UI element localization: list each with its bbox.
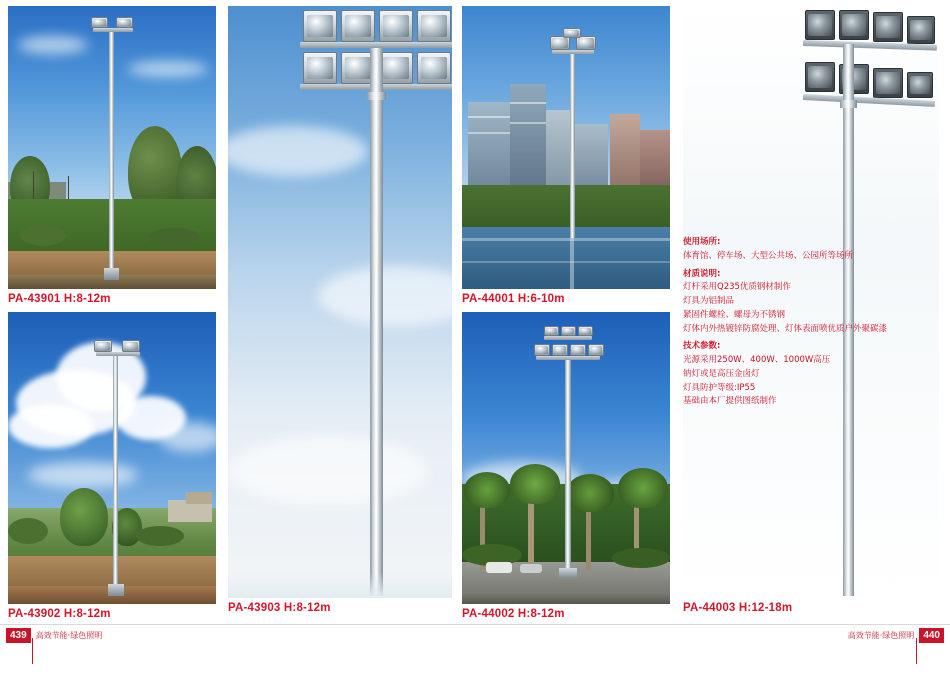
lamp-crossarm xyxy=(96,352,140,356)
lamp-head xyxy=(839,10,869,40)
lamp-pole-collar xyxy=(367,92,386,100)
product-photo-1 xyxy=(8,6,216,289)
footer-slogan-left: 高效节能·绿色照明 xyxy=(35,631,103,640)
lamp-head xyxy=(578,326,593,336)
tech-line-2: 钠灯或是高压金卤灯 xyxy=(683,368,760,379)
lamp-head xyxy=(561,326,576,336)
lamp-crossarm xyxy=(544,336,592,340)
lamp-head xyxy=(873,12,903,42)
product-caption-4: PA-44001 H:6-10m xyxy=(462,293,565,305)
lamp-head xyxy=(552,344,568,356)
material-line-3: 紧固件螺栓、螺母为不锈钢 xyxy=(683,309,786,320)
lamp-head xyxy=(544,326,559,336)
material-line-1: 灯杆采用Q235优质钢材制作 xyxy=(683,282,791,293)
product-caption-3: PA-43903 H:8-12m xyxy=(228,602,331,614)
lamp-base xyxy=(559,568,577,578)
lamp-head xyxy=(907,16,935,44)
lamp-head xyxy=(379,52,413,84)
tech-line-4: 基础由本厂提供图纸制作 xyxy=(683,396,777,407)
lamp-crossarm xyxy=(552,50,594,54)
product-caption-1: PA-43901 H:8-12m xyxy=(8,293,111,305)
footer-divider xyxy=(0,624,950,625)
usage-line-1: 体育馆、停车场、大型公共场、公园所等场所 xyxy=(683,250,854,261)
product-cell-5 xyxy=(462,312,670,620)
lamp-head xyxy=(576,36,596,50)
lamp-pole xyxy=(570,50,575,238)
lamp-pole xyxy=(565,356,571,576)
lamp-crossarm xyxy=(536,356,600,360)
product-cell-1 xyxy=(8,6,216,305)
lamp-head xyxy=(907,72,933,98)
material-line-4: 灯体内外热镀锌防腐处理、灯体表面喷优质户外聚碳漆 xyxy=(683,323,888,334)
lamp-base xyxy=(104,268,119,280)
lamp-head xyxy=(534,344,550,356)
crop-mark-right xyxy=(916,638,917,664)
lamp-pole xyxy=(113,352,118,594)
footer-slogan-right: 高效节能·绿色照明 xyxy=(847,631,915,640)
specification-text xyxy=(683,236,933,413)
product-photo-2 xyxy=(8,312,216,604)
tech-line-1: 光源采用250W、400W、1000W高压 xyxy=(683,355,831,366)
product-cell-2 xyxy=(8,312,216,620)
product-caption-5: PA-44002 H:8-12m xyxy=(462,608,565,620)
product-caption-6: PA-44003 H:12-18m xyxy=(683,602,793,614)
lamp-crossarm xyxy=(93,28,133,32)
lamp-head xyxy=(588,344,604,356)
product-photo-3 xyxy=(228,6,452,598)
lamp-head xyxy=(91,17,108,28)
product-cell-3 xyxy=(228,6,452,614)
usage-title: 使用场所: xyxy=(683,237,721,247)
crop-mark-left xyxy=(32,638,33,664)
material-title: 材质说明: xyxy=(683,268,721,279)
lamp-head xyxy=(303,52,337,84)
product-photo-4 xyxy=(462,6,670,289)
product-cell-4 xyxy=(462,6,670,305)
lamp-head xyxy=(379,10,413,42)
lamp-head xyxy=(550,36,570,50)
lamp-head xyxy=(805,62,835,92)
lamp-head xyxy=(341,10,375,42)
lamp-base xyxy=(108,584,124,596)
lamp-head xyxy=(94,340,112,352)
lamp-pole xyxy=(370,48,383,596)
lamp-head xyxy=(417,52,451,84)
material-line-2: 灯具为铝制品 xyxy=(683,296,735,307)
lamp-head xyxy=(303,10,337,42)
product-caption-2: PA-43902 H:8-12m xyxy=(8,608,111,620)
page-number-left: 439 xyxy=(6,628,31,643)
lamp-head xyxy=(116,17,133,28)
page-number-right: 440 xyxy=(919,628,944,643)
lamp-head xyxy=(122,340,140,352)
lamp-head xyxy=(417,10,451,42)
lamp-pole xyxy=(109,28,114,278)
tech-title: 技术参数: xyxy=(683,341,721,352)
footer-left xyxy=(6,628,102,643)
lamp-head xyxy=(563,28,581,38)
footer-right xyxy=(848,628,944,643)
lamp-head xyxy=(873,68,903,98)
lamp-head xyxy=(570,344,586,356)
product-photo-5 xyxy=(462,312,670,604)
tech-line-3: 灯具防护等级:IP55 xyxy=(683,382,756,393)
lamp-head xyxy=(805,10,835,40)
lamp-pole-collar xyxy=(840,100,857,108)
